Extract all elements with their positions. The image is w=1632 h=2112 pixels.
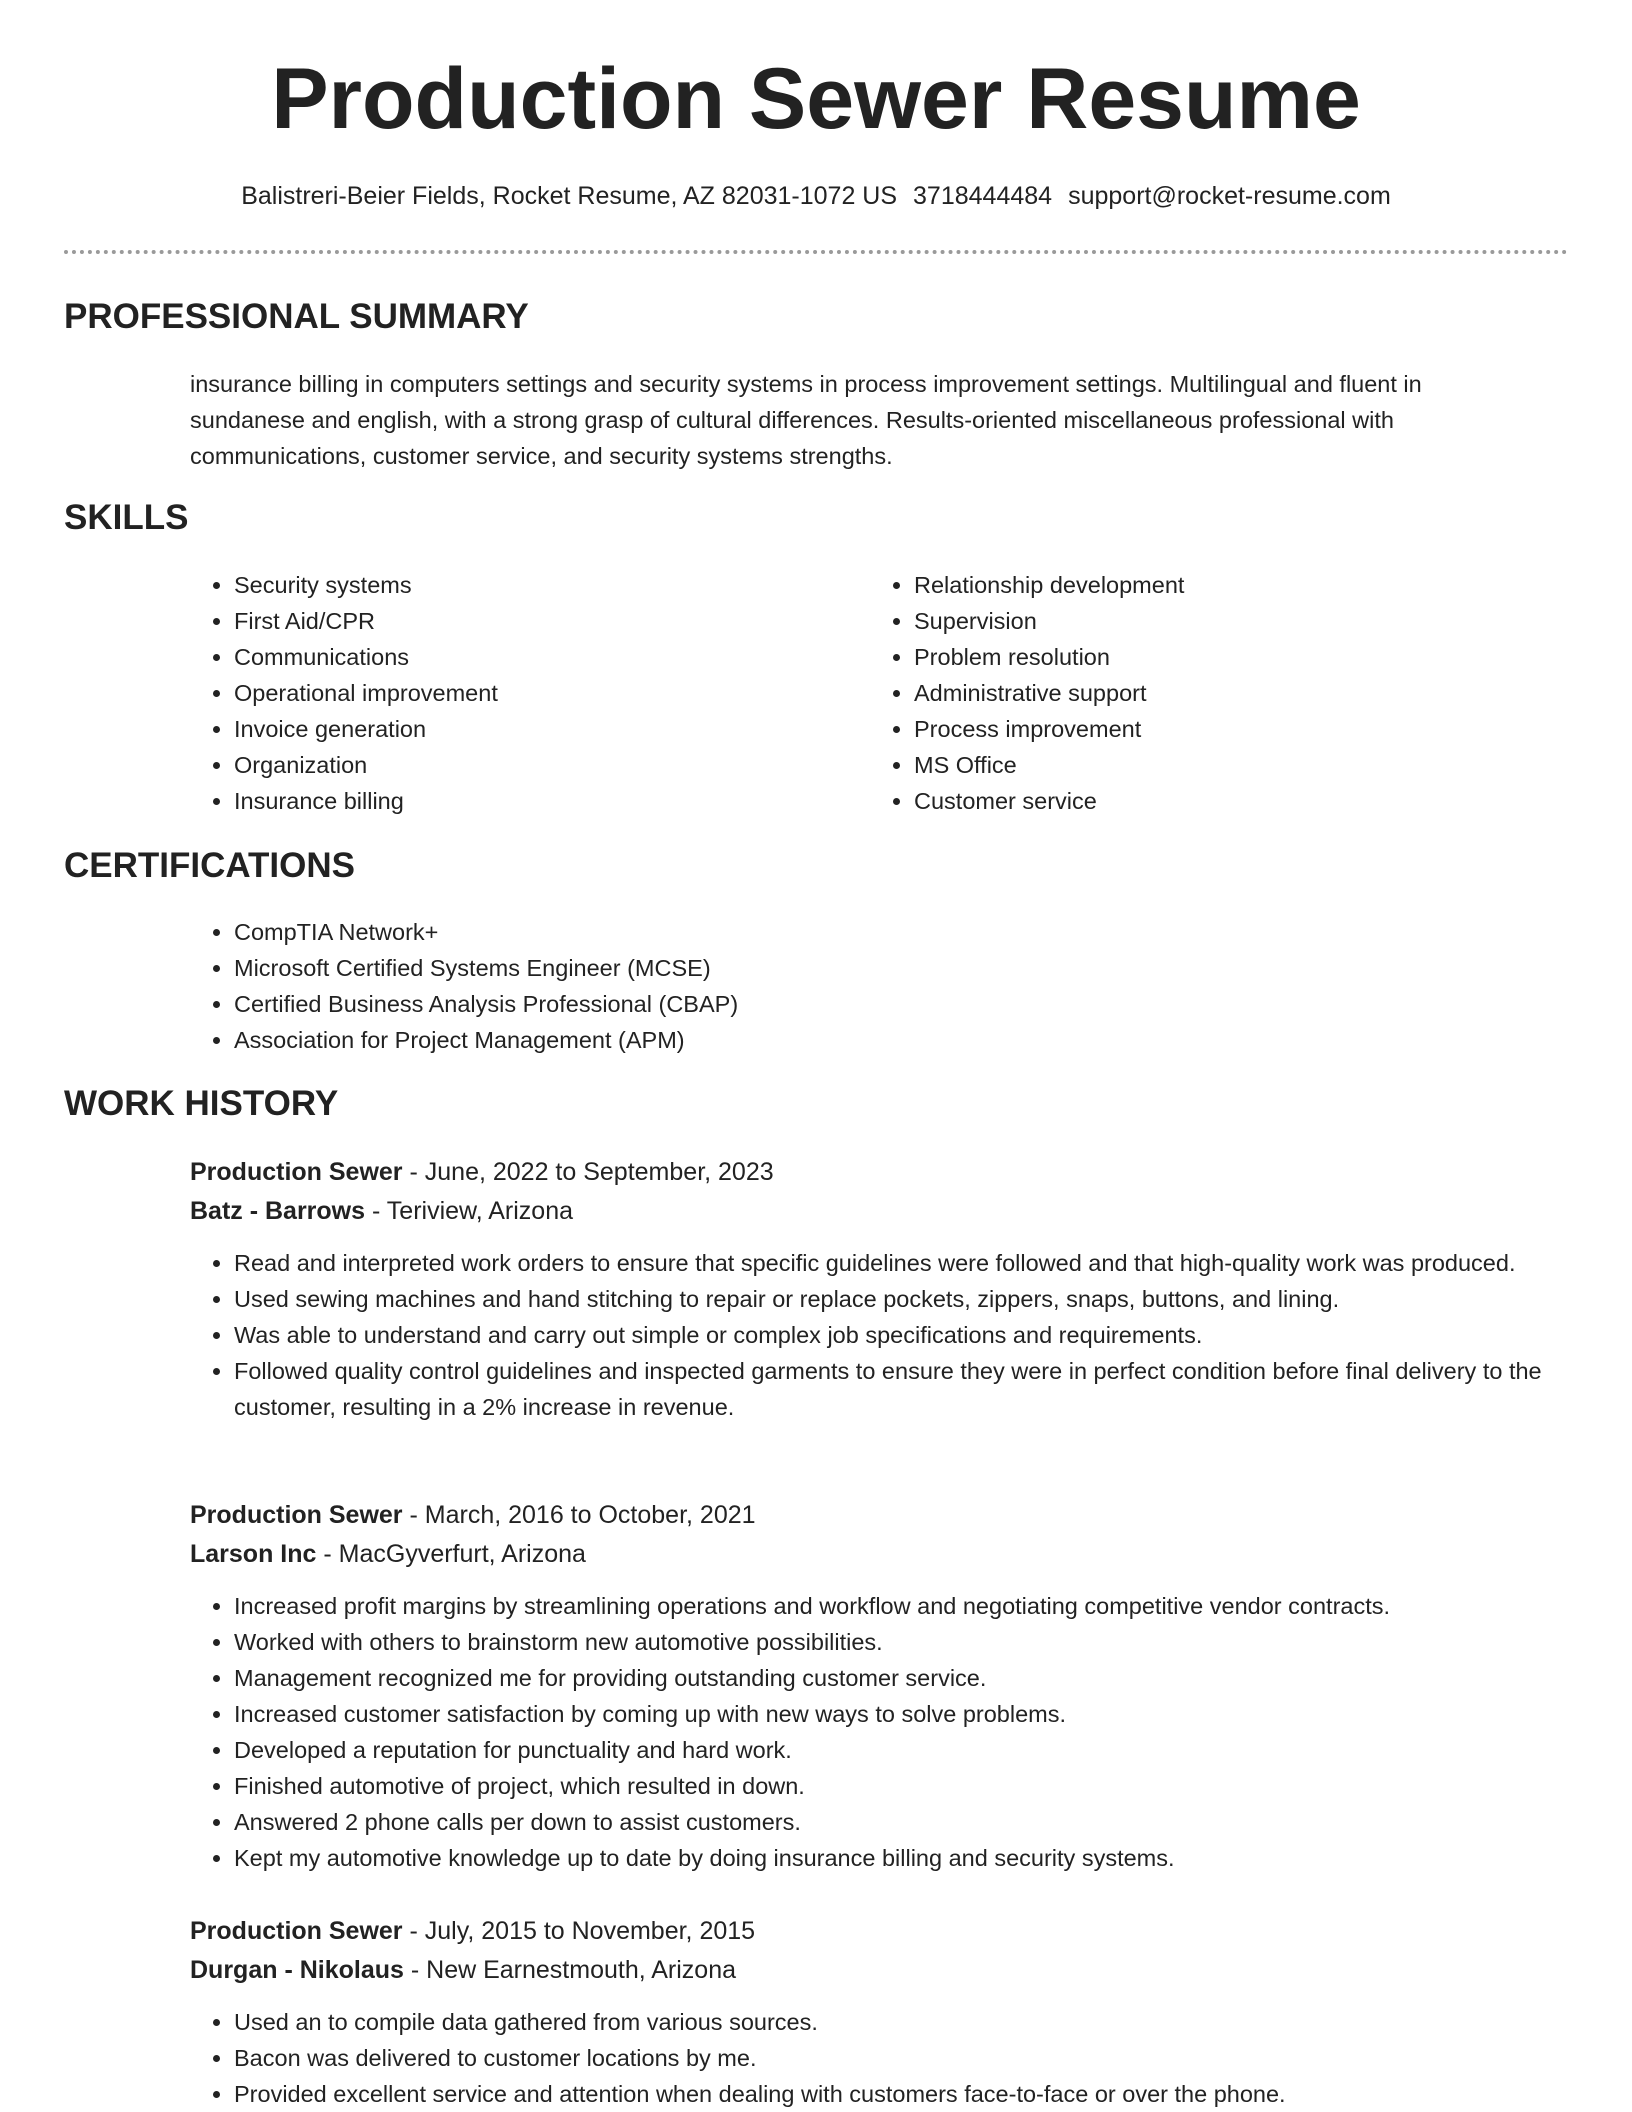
- job-bullet: • Developed a reputation for punctuality and hard work.: [234, 1732, 1570, 1768]
- work-history-heading: WORK HISTORY: [64, 1084, 339, 1123]
- certification-item: • CompTIA Network+: [234, 914, 1490, 950]
- certifications-heading: CERTIFICATIONS: [64, 846, 356, 885]
- job-company-line: [190, 1951, 1570, 1990]
- skill-item: • Operational improvement: [234, 675, 810, 711]
- certifications-list: [190, 914, 1490, 1058]
- skill-item: • Security systems: [234, 567, 810, 603]
- job-company: Durgan - Nikolaus: [190, 1956, 404, 1984]
- job-bullet: • Management recognized me for providing outstanding customer service.: [234, 1660, 1570, 1696]
- job-company: Batz - Barrows: [190, 1197, 366, 1225]
- skill-item: • Administrative support: [914, 675, 1490, 711]
- skill-item: • First Aid/CPR: [234, 603, 810, 639]
- job-bullet: • Used sewing machines and hand stitching to repair or replace pockets, zippers, snaps, buttons, and lining.: [234, 1281, 1570, 1317]
- job-title-line: [190, 1912, 1570, 1951]
- job-entry: [190, 1153, 1570, 1425]
- skill-item: • Invoice generation: [234, 711, 810, 747]
- skills-column-left: [190, 567, 810, 819]
- job-entry: [190, 1496, 1570, 1876]
- contact-info: [0, 180, 1632, 213]
- job-bullet: • Worked with others to brainstorm new automotive possibilities.: [234, 1624, 1570, 1660]
- job-dates: - March, 2016 to October, 2021: [402, 1501, 756, 1529]
- job-bullet: • Answered 2 phone calls per down to assist customers.: [234, 1804, 1570, 1840]
- job-bullet: • Increased profit margins by streamlining operations and workflow and negotiating competitive vendor contracts.: [234, 1588, 1570, 1624]
- job-bullet: • Was able to understand and carry out simple or complex job specifications and requirements.: [234, 1317, 1570, 1353]
- job-title-line: [190, 1153, 1570, 1192]
- job-company-line: [190, 1535, 1570, 1574]
- job-bullet: • Used an to compile data gathered from various sources.: [234, 2004, 1570, 2040]
- job-bullets: [190, 1588, 1570, 1876]
- contact-email: support@rocket-resume.com: [1068, 182, 1391, 210]
- job-bullet: • Increased customer satisfaction by coming up with new ways to solve problems.: [234, 1696, 1570, 1732]
- skill-item: • Communications: [234, 639, 810, 675]
- job-role: Production Sewer: [190, 1158, 403, 1186]
- skill-item: • Customer service: [914, 783, 1490, 819]
- skill-item: • Insurance billing: [234, 783, 810, 819]
- job-title-line: [190, 1496, 1570, 1535]
- summary-heading: PROFESSIONAL SUMMARY: [64, 297, 529, 336]
- certification-item: • Microsoft Certified Systems Engineer (MCSE): [234, 950, 1490, 986]
- job-location: - Teriview, Arizona: [365, 1197, 574, 1225]
- job-role: Production Sewer: [190, 1917, 403, 1945]
- job-company-line: [190, 1192, 1570, 1231]
- job-entry: [190, 1912, 1570, 2112]
- summary-text: insurance billing in computers settings and security systems in process improvement settings. Multilingual and fluent in sundanese and english, with a strong grasp of cultural differences. Results-oriented miscellaneous professional with communications, customer service, and security systems strengths.: [190, 371, 1422, 469]
- job-bullet: • Kept my automotive knowledge up to date by doing insurance billing and security systems.: [234, 1840, 1570, 1876]
- contact-address: Balistreri-Beier Fields, Rocket Resume, AZ 82031-1072 US: [241, 182, 898, 210]
- header-divider: [64, 250, 1568, 254]
- job-bullet: • Provided excellent service and attention when dealing with customers face-to-face or over the phone.: [234, 2076, 1570, 2112]
- job-bullets: [190, 2004, 1570, 2112]
- job-company: Larson Inc: [190, 1540, 317, 1568]
- job-bullet: • Bacon was delivered to customer locations by me.: [234, 2040, 1570, 2076]
- job-location: - MacGyverfurt, Arizona: [316, 1540, 586, 1568]
- skill-item: • MS Office: [914, 747, 1490, 783]
- job-bullet: • Read and interpreted work orders to ensure that specific guidelines were followed and that high-quality work was produced.: [234, 1245, 1570, 1281]
- contact-phone: 3718444484: [913, 182, 1053, 210]
- job-bullet: • Finished automotive of project, which resulted in down.: [234, 1768, 1570, 1804]
- skills-heading: SKILLS: [64, 498, 189, 537]
- skill-item: • Organization: [234, 747, 810, 783]
- job-bullets: [190, 1245, 1570, 1425]
- certification-item: • Association for Project Management (APM): [234, 1022, 1490, 1058]
- skill-item: • Supervision: [914, 603, 1490, 639]
- certification-item: • Certified Business Analysis Professional (CBAP): [234, 986, 1490, 1022]
- job-bullet: • Followed quality control guidelines and inspected garments to ensure they were in perfect condition before final delivery to the customer, resulting in a 2% increase in revenue.: [234, 1353, 1570, 1425]
- skills-column-right: [870, 567, 1490, 819]
- resume-title: Production Sewer Resume: [271, 51, 1361, 147]
- skill-item: • Problem resolution: [914, 639, 1490, 675]
- job-dates: - June, 2022 to September, 2023: [402, 1158, 774, 1186]
- skill-item: • Process improvement: [914, 711, 1490, 747]
- job-role: Production Sewer: [190, 1501, 403, 1529]
- job-location: - New Earnestmouth, Arizona: [403, 1956, 737, 1984]
- skill-item: • Relationship development: [914, 567, 1490, 603]
- job-dates: - July, 2015 to November, 2015: [402, 1917, 756, 1945]
